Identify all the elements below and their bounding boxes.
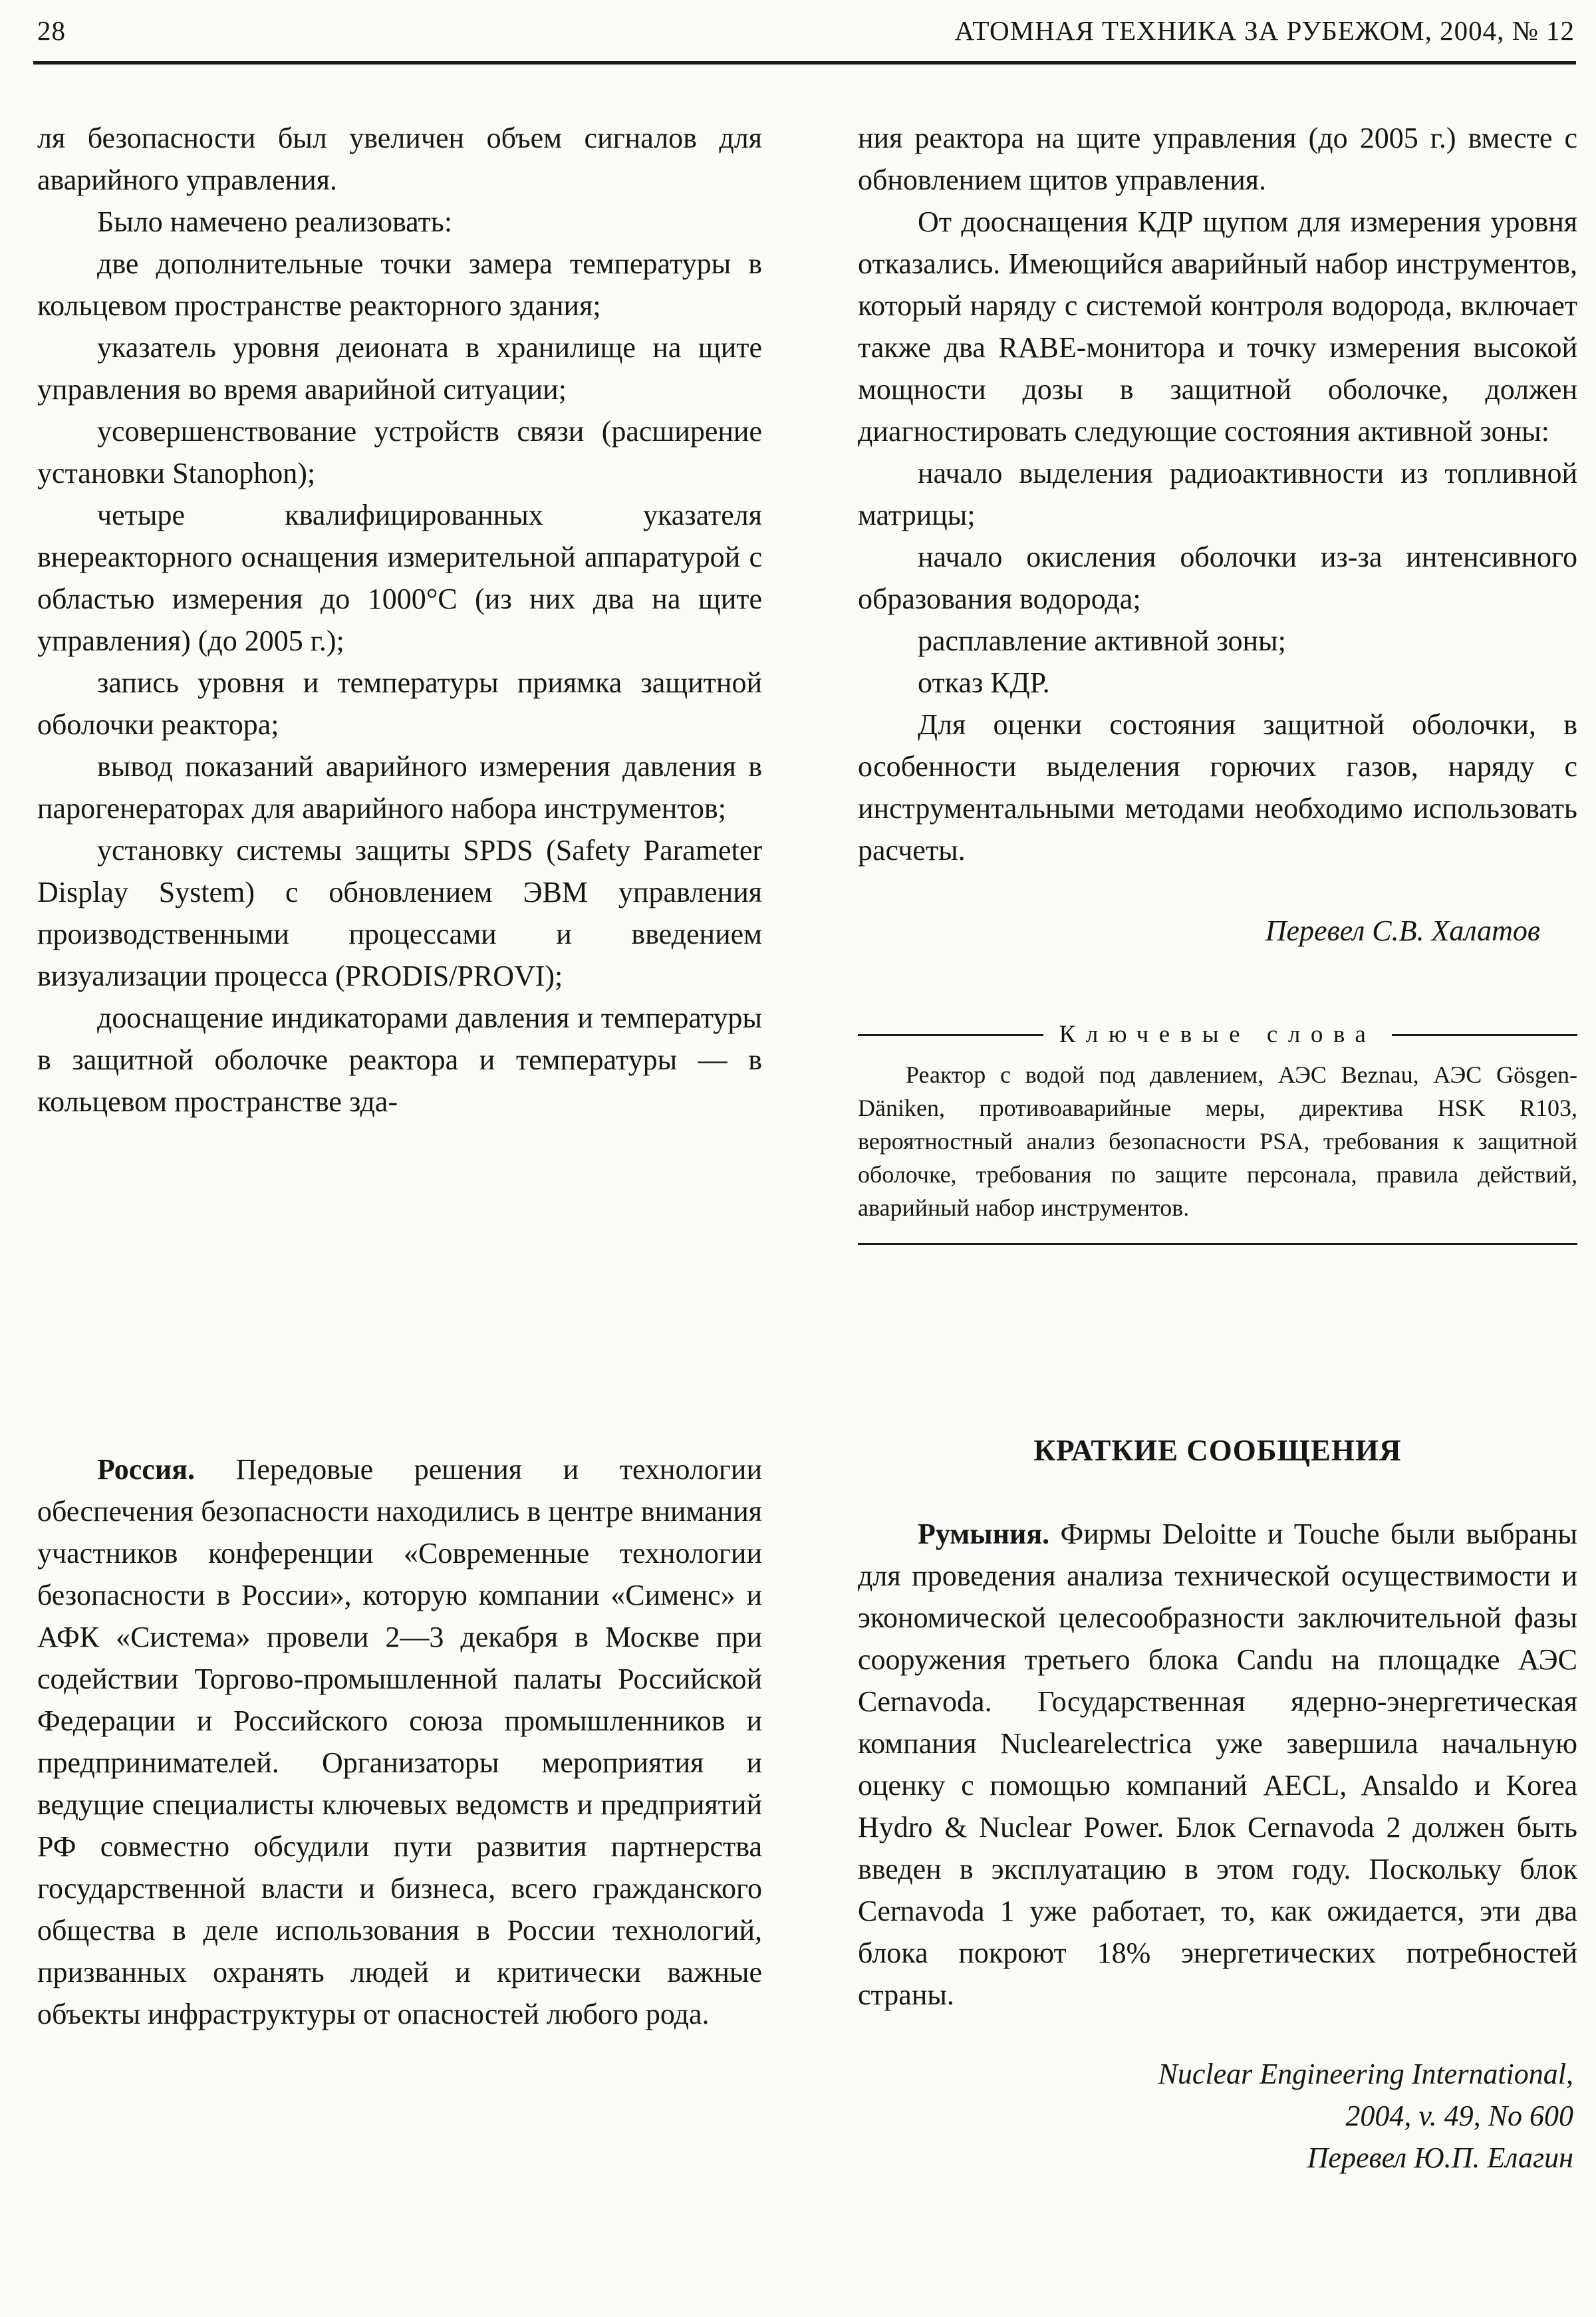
source-line-2: 2004, v. 49, No 600 <box>1345 2100 1573 2132</box>
paragraph: установку системы защиты SPDS (Safety Parameter Display System) с обновлением ЭВМ управления производственными процессами и введением визуализации процесса (PRODIS/PROVI); <box>37 834 762 992</box>
paragraph: начало выделения радиоактивности из топливной матрицы; <box>858 457 1577 531</box>
keywords-text: Реактор с водой под давлением, АЭС Beznau, АЭС Gösgen-Däniken, противоаварийные меры, директива HSK R103, вероятностный анализ безопасности PSA, требования к защитной оболочке, требования по защите персонала, правила действий, аварийный набор инструментов. <box>858 1061 1577 1221</box>
keywords-rule-right <box>1392 1034 1577 1036</box>
paragraph: вывод показаний аварийного измерения давления в парогенераторах для аварийного набора инструментов; <box>37 750 762 825</box>
paragraph: ния реактора на щите управления (до 2005 г.) вместе с обновлением щитов управления. <box>858 122 1577 196</box>
paragraph: ля безопасности был увеличен объем сигналов для аварийного управления. <box>37 122 762 196</box>
left-column <box>37 117 762 2035</box>
paragraph: отказ КДР. <box>918 666 1050 699</box>
keywords-bottom-rule <box>858 1243 1577 1245</box>
paragraph: Для оценки состояния защитной оболочки, в особенности выделения горючих газов, наряду с инструментальными методами необходимо использовать расчеты. <box>858 708 1577 867</box>
paragraph: дооснащение индикаторами давления и температуры в защитной оболочке реактора и температуры — в кольцевом пространстве зда- <box>37 1002 762 1118</box>
keywords-title: Ключевые слова <box>1059 1021 1377 1048</box>
keywords-rule-left <box>858 1034 1043 1036</box>
paragraph: указатель уровня деионата в хранилище на щите управления во время аварийной ситуации; <box>37 331 762 406</box>
page-header <box>37 15 1575 47</box>
source-reference <box>858 2053 1573 2137</box>
keywords-block <box>858 1018 1577 1245</box>
paragraph: усовершенствование устройств связи (расширение установки Stanophon); <box>37 415 762 489</box>
page-number: 28 <box>37 15 66 46</box>
header-rule <box>33 61 1576 65</box>
paragraph: От дооснащения КДР щупом для измерения уровня отказались. Имеющийся аварийный набор инструментов, который наряду с системой контроля водорода, включает также два RABE-монитора и точку измерения высокой мощности дозы в защитной оболочке, должен диагностировать следующие состояния активной зоны: <box>858 205 1577 448</box>
translator-signature: Перевел С.В. Халатов <box>1265 914 1540 947</box>
paragraph-russia <box>37 1448 762 2035</box>
source-line-1: Nuclear Engineering International, <box>1158 2058 1573 2090</box>
paragraph: начало окисления оболочки из-за интенсивного образования водорода; <box>858 541 1577 615</box>
paragraph: запись уровня и температуры приямка защитной оболочки реактора; <box>37 666 762 741</box>
country-lead-russia: Россия. <box>97 1453 195 1486</box>
translator-signature-2: Перевел Ю.П. Елагин <box>1307 2141 1573 2174</box>
russia-text: Передовые решения и технологии обеспечения безопасности находились в центре внимания участников конференции «Современные технологии безопасности в России», которую компании «Сименс» и АФК «Система» провели 2—3 декабря в Москве при содействии Торгово-промышленной палаты Российской Федерации и Российского союза промышленников и предпринимателей. Организаторы мероприятия и ведущие специалисты ключевых ведомств и предприятий РФ совместно обсудили пути развития партнерства государственной власти и бизнеса, всего гражданского общества в деле использования в России технологий, призванных охранять людей и критически важные объекты инфраструктуры от опасностей любого рода. <box>37 1453 762 2030</box>
paragraph: две дополнительные точки замера температуры в кольцевом пространстве реакторного здания; <box>37 247 762 322</box>
section-heading: КРАТКИЕ СООБЩЕНИЯ <box>1033 1434 1402 1467</box>
right-column <box>858 117 1577 2179</box>
paragraph: Было намечено реализовать: <box>97 205 453 238</box>
journal-title: АТОМНАЯ ТЕХНИКА ЗА РУБЕЖОМ, 2004, № 12 <box>954 15 1575 46</box>
paragraph-romania <box>858 1513 1577 2016</box>
romania-text: Фирмы Deloitte и Touche были выбраны для проведения анализа технической осуществимости и экономической целесообразности заключительной фазы сооружения третьего блока Candu на площадке АЭС Cernavoda. Государственная ядерно-энергетическая компания Nuclearelectrica уже завершила начальную оценку с помощью компаний AECL, Ansaldo и Korea Hydro & Nuclear Power. Блок Cernavoda 2 должен быть введен в эксплуатацию в этом году. Поскольку блок Cernavoda 1 уже работает, то, как ожидается, эти два блока покроют 18% энергетических потребностей страны. <box>858 1518 1577 2011</box>
paragraph: четыре квалифицированных указателя внереакторного оснащения измерительной аппаратурой с областью измерения до 1000°C (из них два на щите управления) (до 2005 г.); <box>37 499 762 657</box>
country-lead-romania: Румыния. <box>918 1518 1050 1550</box>
keywords-title-row <box>858 1018 1577 1051</box>
paragraph: расплавление активной зоны; <box>918 624 1286 657</box>
